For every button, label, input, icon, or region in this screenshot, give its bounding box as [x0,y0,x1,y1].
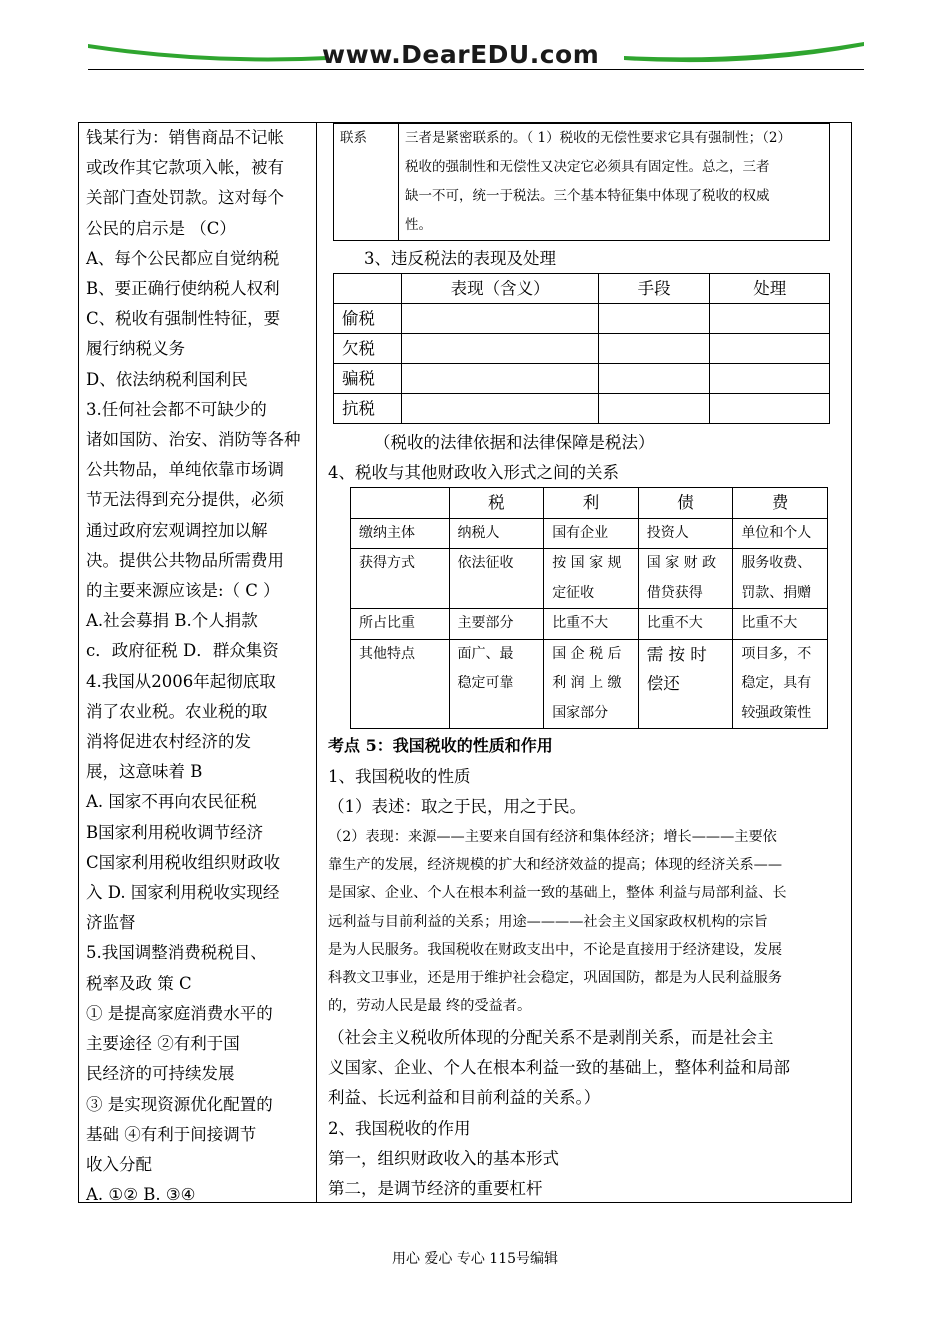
header-rule [88,69,864,70]
left-text-line: 3.任何社会都不可缺少的 [86,399,267,419]
nature-title: 1、我国税收的性质 [328,767,471,786]
violation-row-label: 偷税 [334,304,402,334]
compare-cell: 主要部分 [449,609,544,640]
nature-2-line: （2）表现：来源——主要来自国有经济和集体经济；增长———主要依 [328,829,777,845]
left-text-line: 入 D. 国家利用税收实现经 [86,883,280,903]
violation-empty-cell [598,364,710,394]
nature-note [328,1023,790,1113]
violation-header-cell: 手段 [598,274,710,304]
note-line: 利益、长远利益和目前利益的关系。） [328,1088,601,1107]
relation-table [333,123,830,241]
relation-line: 税收的强制性和无偿性又决定它必须具有固定性。总之，三者 [405,159,770,175]
column-divider [316,122,317,1203]
role-title: 2、我国税收的作用 [328,1119,471,1138]
left-text-line: 民经济的可持续发展 [86,1064,235,1084]
violation-empty-cell [402,304,598,334]
nature-2-line: 是为人民服务。我国税收在财政支出中，不论是直接用于经济建设，发展 [328,941,783,958]
compare-row-label: 缴纳主体 [351,518,450,549]
left-text-line: 主要途径 ②有利于国 [86,1034,240,1054]
violation-header-cell: 处理 [710,274,830,304]
compare-cell: 国有企业 [544,518,639,549]
compare-cell: 投资人 [638,518,733,549]
left-text-line: ③ 是实现资源优化配置的 [86,1094,273,1114]
compare-cell: 比重不大 [638,609,733,640]
page-footer: 用心 爱心 专心 115号编辑 [391,1251,559,1267]
compare-cell: 单位和个人 [733,518,828,549]
compare-row-label: 其他特点 [351,639,450,729]
compare-cell: 面广、最 稳定可靠 [449,639,544,729]
compare-cell: 需 按 时 偿还 [638,639,733,729]
left-text-line: 税率及政 策 C [86,973,192,993]
nature-2-line: 的，劳动人民是最 终的受益者。 [328,998,532,1015]
left-text-line: B国家利用税收调节经济 [86,822,264,842]
violation-table [333,273,830,424]
nature-2-line: 是国家、企业、个人在根本利益一致的基础上，整体 利益与局部利益、长 [328,885,787,902]
violation-empty-cell [710,394,830,424]
compare-header-cell: 费 [733,488,828,519]
left-text-line: 关部门查处罚款。这对每个 [86,188,284,208]
violation-empty-cell [710,334,830,364]
violation-empty-cell [598,304,710,334]
kaodian5-title: 考点 5：我国税收的性质和作用 [328,736,553,755]
left-text-line: 钱某行为：销售商品不记帐 [86,128,284,147]
relation-line: 缺一不可，统一于税法。三个基本特征集中体现了税收的权威 [405,188,770,204]
relation-line: 三者是紧密联系的。（ 1）税收的无偿性要求它具有强制性；（2） [405,130,791,146]
left-text-line: C国家利用税收组织财政收 [86,852,281,872]
nature-2-line: 靠生产的发展，经济规模的扩大和经济效益的提高；体现的经济关系—— [328,857,783,874]
compare-cell: 纳税人 [449,518,544,549]
compare-row-label: 获得方式 [351,549,450,609]
left-text-line: 5.我国调整消费税税目、 [86,943,267,963]
left-text-line: 基础 ④有利于间接调节 [86,1124,257,1144]
nature-2-line: 远利益与目前利益的关系；用途————社会主义国家政权机构的宗旨 [328,913,768,930]
compare-table [350,487,828,729]
left-text-line: 消将促进农村经济的发 [86,732,251,752]
violation-empty-cell [598,394,710,424]
left-text-line: 通过政府宏观调控加以解 [86,520,268,540]
compare-cell: 比重不大 [544,609,639,640]
left-text-line: 决。提供公共物品所需费用 [86,550,284,570]
left-column [86,123,312,1210]
compare-header-cell: 利 [544,488,639,519]
nature-2-line: 科教文卫事业，还是用于维护社会稳定，巩固国防，都是为人民利益服务 [328,970,783,987]
section4-title: 4、税收与其他财政收入形式之间的关系 [328,463,619,482]
compare-cell: 国 家 财 政 借贷获得 [638,549,733,609]
left-text-line: A. ①② B. ③④ [86,1185,196,1205]
compare-cell: 按 国 家 规 定征收 [544,549,639,609]
violation-header-cell: 表现（含义） [402,274,598,304]
left-text-line: 节无法得到充分提供，必须 [86,490,284,510]
left-text-line: 诸如国防、治安、消防等各种 [86,430,301,450]
note-line: 义国家、企业、个人在根本利益一致的基础上，整体利益和局部 [328,1058,790,1077]
left-text-line: ① 是提高家庭消费水平的 [86,1003,273,1023]
compare-cell: 服务收费、 罚款、捐赠 [733,549,828,609]
left-text-line: D、依法纳税利国利民 [86,369,248,389]
violation-row-label: 骗税 [334,364,402,394]
role-point-1: 第一，组织财政收入的基本形式 [328,1149,559,1168]
left-text-line: 公共物品，单纯依靠市场调 [86,460,284,480]
section3-title: 3、违反税法的表现及处理 [364,249,556,268]
compare-header-cell [351,488,450,519]
site-logo: www.DearEDU.com [322,40,600,69]
left-text-line: 消了农业税。农业税的取 [86,701,268,721]
violation-empty-cell [710,304,830,334]
nature-point-1: （1）表述：取之于民，用之于民。 [328,797,586,816]
left-text-line: c．政府征税 D．群众集资 [86,641,279,661]
violation-empty-cell [710,364,830,394]
left-text-line: 4.我国从2006年起彻底取 [86,671,276,691]
violation-row-label: 欠税 [334,334,402,364]
violation-empty-cell [402,394,598,424]
compare-header-cell: 税 [449,488,544,519]
violation-header-cell [334,274,402,304]
relation-label: 联系 [334,124,399,241]
compare-cell: 比重不大 [733,609,828,640]
violation-row-label: 抗税 [334,394,402,424]
compare-cell: 国 企 税 后 利 润 上 缴 国家部分 [544,639,639,729]
left-text-line: B、要正确行使纳税人权利 [86,279,280,299]
left-text-line: 济监督 [86,913,136,933]
left-text-line: A.社会募捐 B.个人捐款 [86,611,258,631]
left-text-line: 展，这意味着 B [86,762,203,782]
violation-note: （税收的法律依据和法律保障是税法） [374,433,655,452]
left-text-line: 公民的启示是 （C） [86,218,236,238]
left-text-line: C、税收有强制性特征，要 [86,309,281,329]
note-line: （社会主义税收所体现的分配关系不是剥削关系，而是社会主 [328,1028,774,1047]
compare-cell: 项目多，不 稳定，具有 较强政策性 [733,639,828,729]
relation-line: 性。 [405,217,432,233]
left-text-line: A. 国家不再向农民征税 [86,792,257,812]
left-text-line: 或改作其它款项入帐，被有 [86,158,284,178]
nature-point-2 [328,823,787,1020]
compare-cell: 依法征收 [449,549,544,609]
compare-header-cell: 债 [638,488,733,519]
relation-content [399,124,830,241]
left-text-line: 履行纳税义务 [86,339,185,359]
violation-empty-cell [598,334,710,364]
left-text-line: 的主要来源应该是:（ C ） [86,581,280,601]
role-point-2: 第二，是调节经济的重要杠杆 [328,1179,543,1198]
left-text-line: A、每个公民都应自觉纳税 [86,248,280,268]
compare-row-label: 所占比重 [351,609,450,640]
violation-empty-cell [402,334,598,364]
left-text-line: 收入分配 [86,1154,152,1174]
violation-empty-cell [402,364,598,394]
